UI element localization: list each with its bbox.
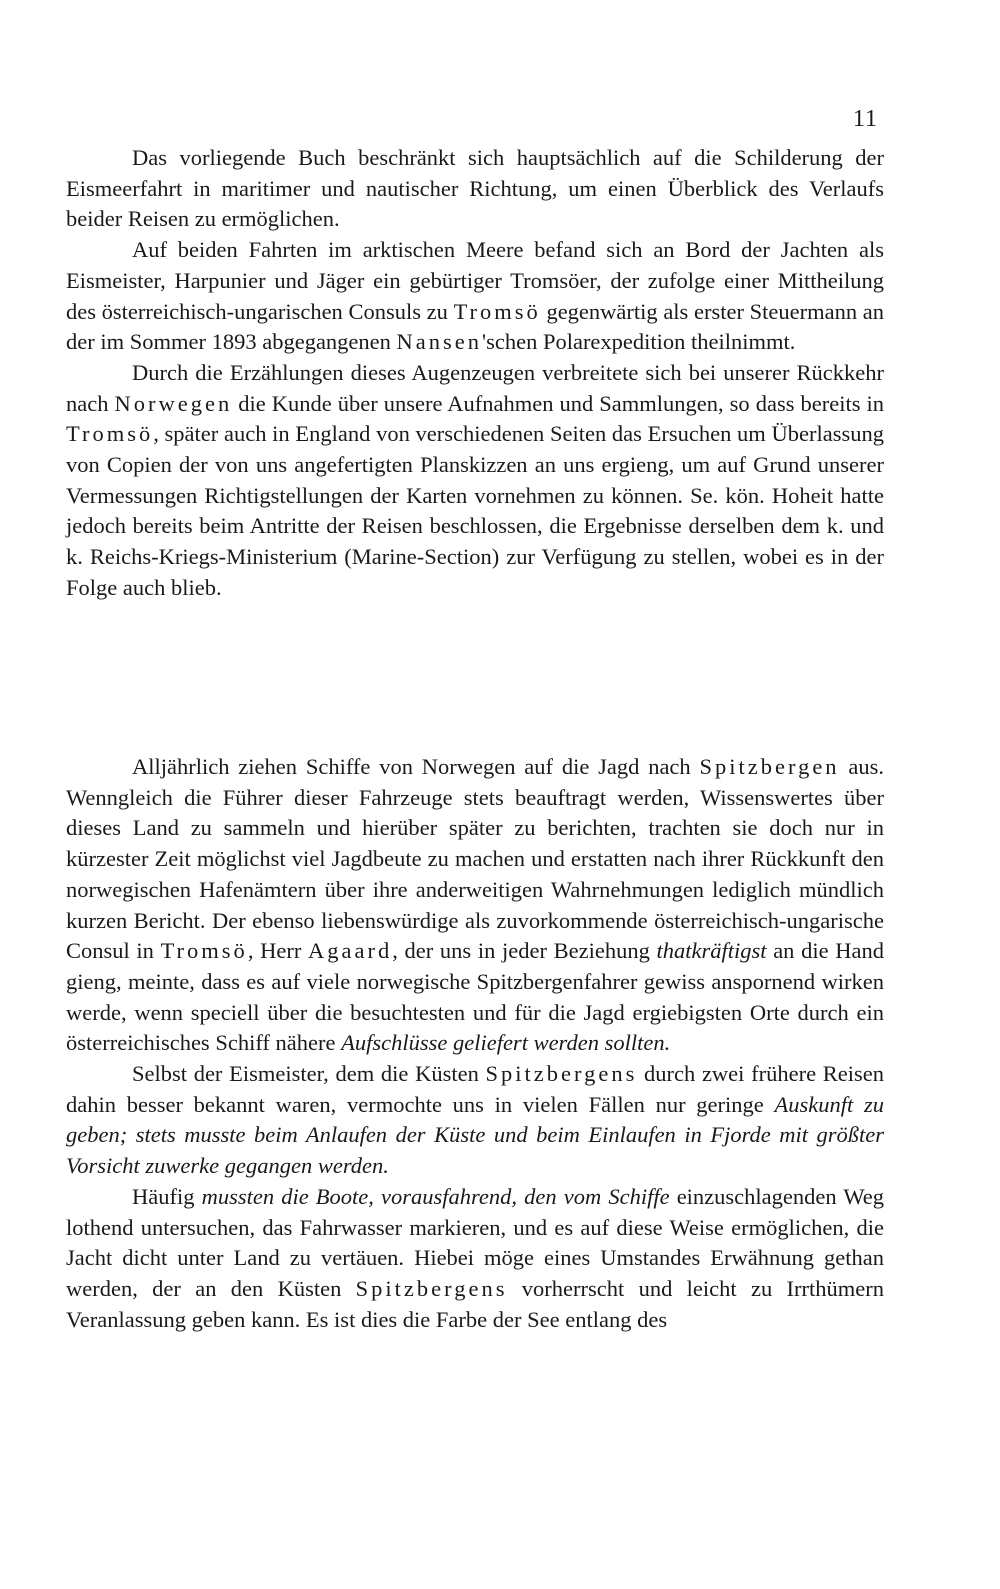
text-run: aus. Wenngleich die Führer dieser Fahrzeuge stets beauftragt werden, Wissenswertes über dieses Land zu sammeln und hierüber später zu berichten, trachten sie doch nur in kürzester Zeit möglichst viel Jagdbeute zu machen und erstatten nach ihrer Rückkunft den norwegischen Hafenämtern über ihre anderweitigen Wahrnehmungen lediglich mündlich kurzen Bericht. Der ebenso liebenswürdige als zuvorkommende österreichisch-ungarische Consul in xyxy=(66,754,884,964)
paragraph xyxy=(66,752,884,1059)
text-run: , der uns in jeder Beziehung xyxy=(392,938,657,964)
paragraph xyxy=(66,143,884,235)
text-run: an die Hand gieng, meinte, dass es auf viele norwegische Spitzbergenfahrer gewiss anspornend wirken werde, wenn speciell über die besuchtesten und für die Jagd ergiebigsten Orte durch ein österreichisches Schiff nähere xyxy=(66,938,884,1056)
text-run: , später auch in England von verschiedenen Seiten das Ersuchen um Überlassung von Copien der von uns angefertigten Planskizzen an uns ergieng, um auf Grund unserer Vermessungen Richtigstellungen der Karten vornehmen zu können. Se. kön. Hoheit hatte jedoch bereits beim Antritte der Reisen beschlossen, die Ergebnisse derselben dem k. und k. Reichs-Kriegs-Ministerium (Marine-Section) zur Verfügung zu stellen, wobei es in der Folge auch blieb. xyxy=(66,421,884,600)
text-run: Das vorliegende Buch beschränkt sich hauptsächlich auf die Schilderung der Eismeerfahrt in maritimer und nautischer Richtung, um einen Überblick des Verlaufs beider Reisen zu ermöglichen. xyxy=(66,145,884,232)
spaced-name: Spitzbergens xyxy=(355,1275,508,1301)
text-run: durch zwei frühere Reisen dahin besser bekannt waren, vermochte uns in vielen Fällen nur geringe xyxy=(66,1061,884,1117)
spaced-name: Tromsö xyxy=(453,298,541,324)
text-section-1 xyxy=(66,143,884,604)
text-run: Alljährlich ziehen Schiffe von Norwegen auf die Jagd nach xyxy=(132,754,700,779)
emphasis-text: Auskunft zu geben; stets musste beim Anlaufen der Küste und beim Einlaufen in Fjorde mit größter Vorsicht zuwerke gegangen werden. xyxy=(66,1091,884,1179)
text-run: , Herr xyxy=(247,938,308,964)
paragraph xyxy=(66,235,884,358)
text-section-2 xyxy=(66,752,884,1335)
text-run: Durch die Erzählungen dieses Augenzeugen verbreitete sich bei unserer Rückkehr nach xyxy=(66,359,884,416)
emphasis-text: mussten die Boote, vorausfahrend, den vom Schiffe xyxy=(201,1183,670,1209)
emphasis-text: Aufschlüsse geliefert werden sollten. xyxy=(341,1030,671,1056)
emphasis-text: thatkräftigst xyxy=(656,938,767,964)
paragraph xyxy=(66,1059,884,1182)
spaced-name: Agaard xyxy=(308,938,393,964)
paragraph xyxy=(66,1182,884,1336)
text-run: 'schen Polarexpedition theilnimmt. xyxy=(482,329,796,355)
spaced-name: Spitzbergen xyxy=(699,754,840,779)
paragraph xyxy=(66,358,884,604)
spaced-name: Tromsö xyxy=(160,938,248,964)
spaced-name: Nansen xyxy=(396,329,483,355)
spaced-name: Spitzbergens xyxy=(485,1061,638,1087)
text-run: Auf beiden Fahrten im arktischen Meere befand sich an Bord der Jachten als Eismeister, Harpunier und Jäger ein gebürtiger Tromsöer, der zufolge einer Mittheilung des österreichisch-ungarischen Consuls zu xyxy=(66,237,884,324)
spaced-name: Tromsö xyxy=(66,421,154,447)
spaced-name: Norwegen xyxy=(114,390,233,416)
text-run: die Kunde über unsere Aufnahmen und Sammlungen, so dass bereits in xyxy=(232,390,884,416)
text-run: vorherrscht und leicht zu Irrthümern Veranlassung geben kann. Es ist dies die Farbe der See entlang des xyxy=(66,1275,884,1332)
text-run: Selbst der Eismeister, dem die Küsten xyxy=(132,1061,486,1087)
page-number: 11 xyxy=(852,106,878,132)
text-run: gegenwärtig als erster Steuermann an der im Sommer 1893 abgegangenen xyxy=(66,298,884,355)
text-run: Häufig xyxy=(132,1183,202,1209)
text-run: einzuschlagenden Weg lothend untersuchen, das Fahrwasser markieren, und es auf diese Weise ermöglichen, die Jacht dicht unter Land zu vertäuen. Hiebei möge eines Umstandes Erwähnung gethan werden, der an den Küsten xyxy=(66,1183,884,1301)
